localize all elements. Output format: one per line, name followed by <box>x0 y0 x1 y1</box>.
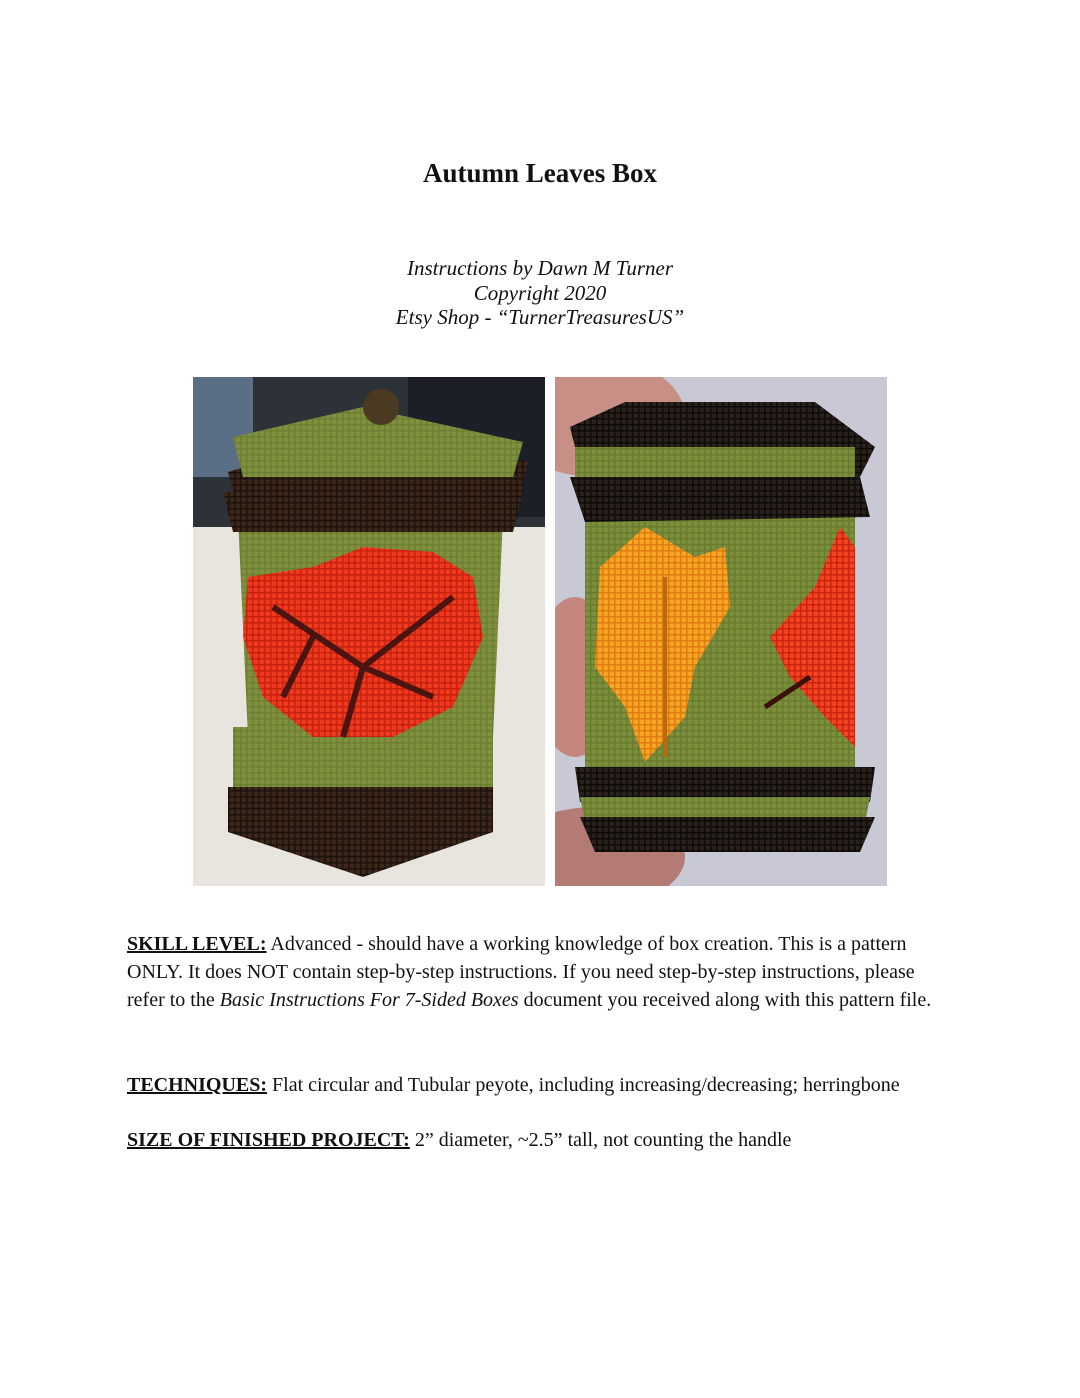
skill-level-label: SKILL LEVEL: <box>127 933 267 955</box>
techniques-paragraph <box>127 1071 957 1099</box>
credits-author: Instructions by Dawn M Turner <box>406 256 673 280</box>
techniques-text: Flat circular and Tubular peyote, including increasing/decreasing; herringbone <box>267 1074 900 1096</box>
credits-copyright: Copyright 2020 <box>473 280 607 305</box>
photo-red-leaf-box <box>193 377 545 886</box>
techniques-label: TECHNIQUES: <box>127 1074 268 1096</box>
skill-level-paragraph <box>127 930 957 1014</box>
credits-shop: Etsy Shop - “TurnerTreasuresUS” <box>395 305 685 329</box>
beaded-box-red-leaf-photo <box>193 377 545 886</box>
skill-level-text-2: document you received along with this pattern file. <box>518 989 932 1011</box>
document-title: Autumn Leaves Box <box>422 158 658 188</box>
size-label: SIZE OF FINISHED PROJECT: <box>127 1129 410 1151</box>
size-text: 2” diameter, ~2.5” tall, not counting the handle <box>409 1129 792 1151</box>
skill-level-text-1: Advanced - should have a working knowledge of box creation. This is a pattern ONLY. It does NOT contain step-by-step instructions. If you need step-by-step instructions, please refer to the <box>127 933 915 1011</box>
beaded-box-orange-leaf-photo <box>555 377 887 886</box>
size-paragraph <box>127 1126 957 1154</box>
photo-orange-leaf-box <box>555 377 887 886</box>
basic-instructions-title: Basic Instructions For 7-Sided Boxes <box>219 989 519 1011</box>
credits-block <box>0 256 1080 330</box>
